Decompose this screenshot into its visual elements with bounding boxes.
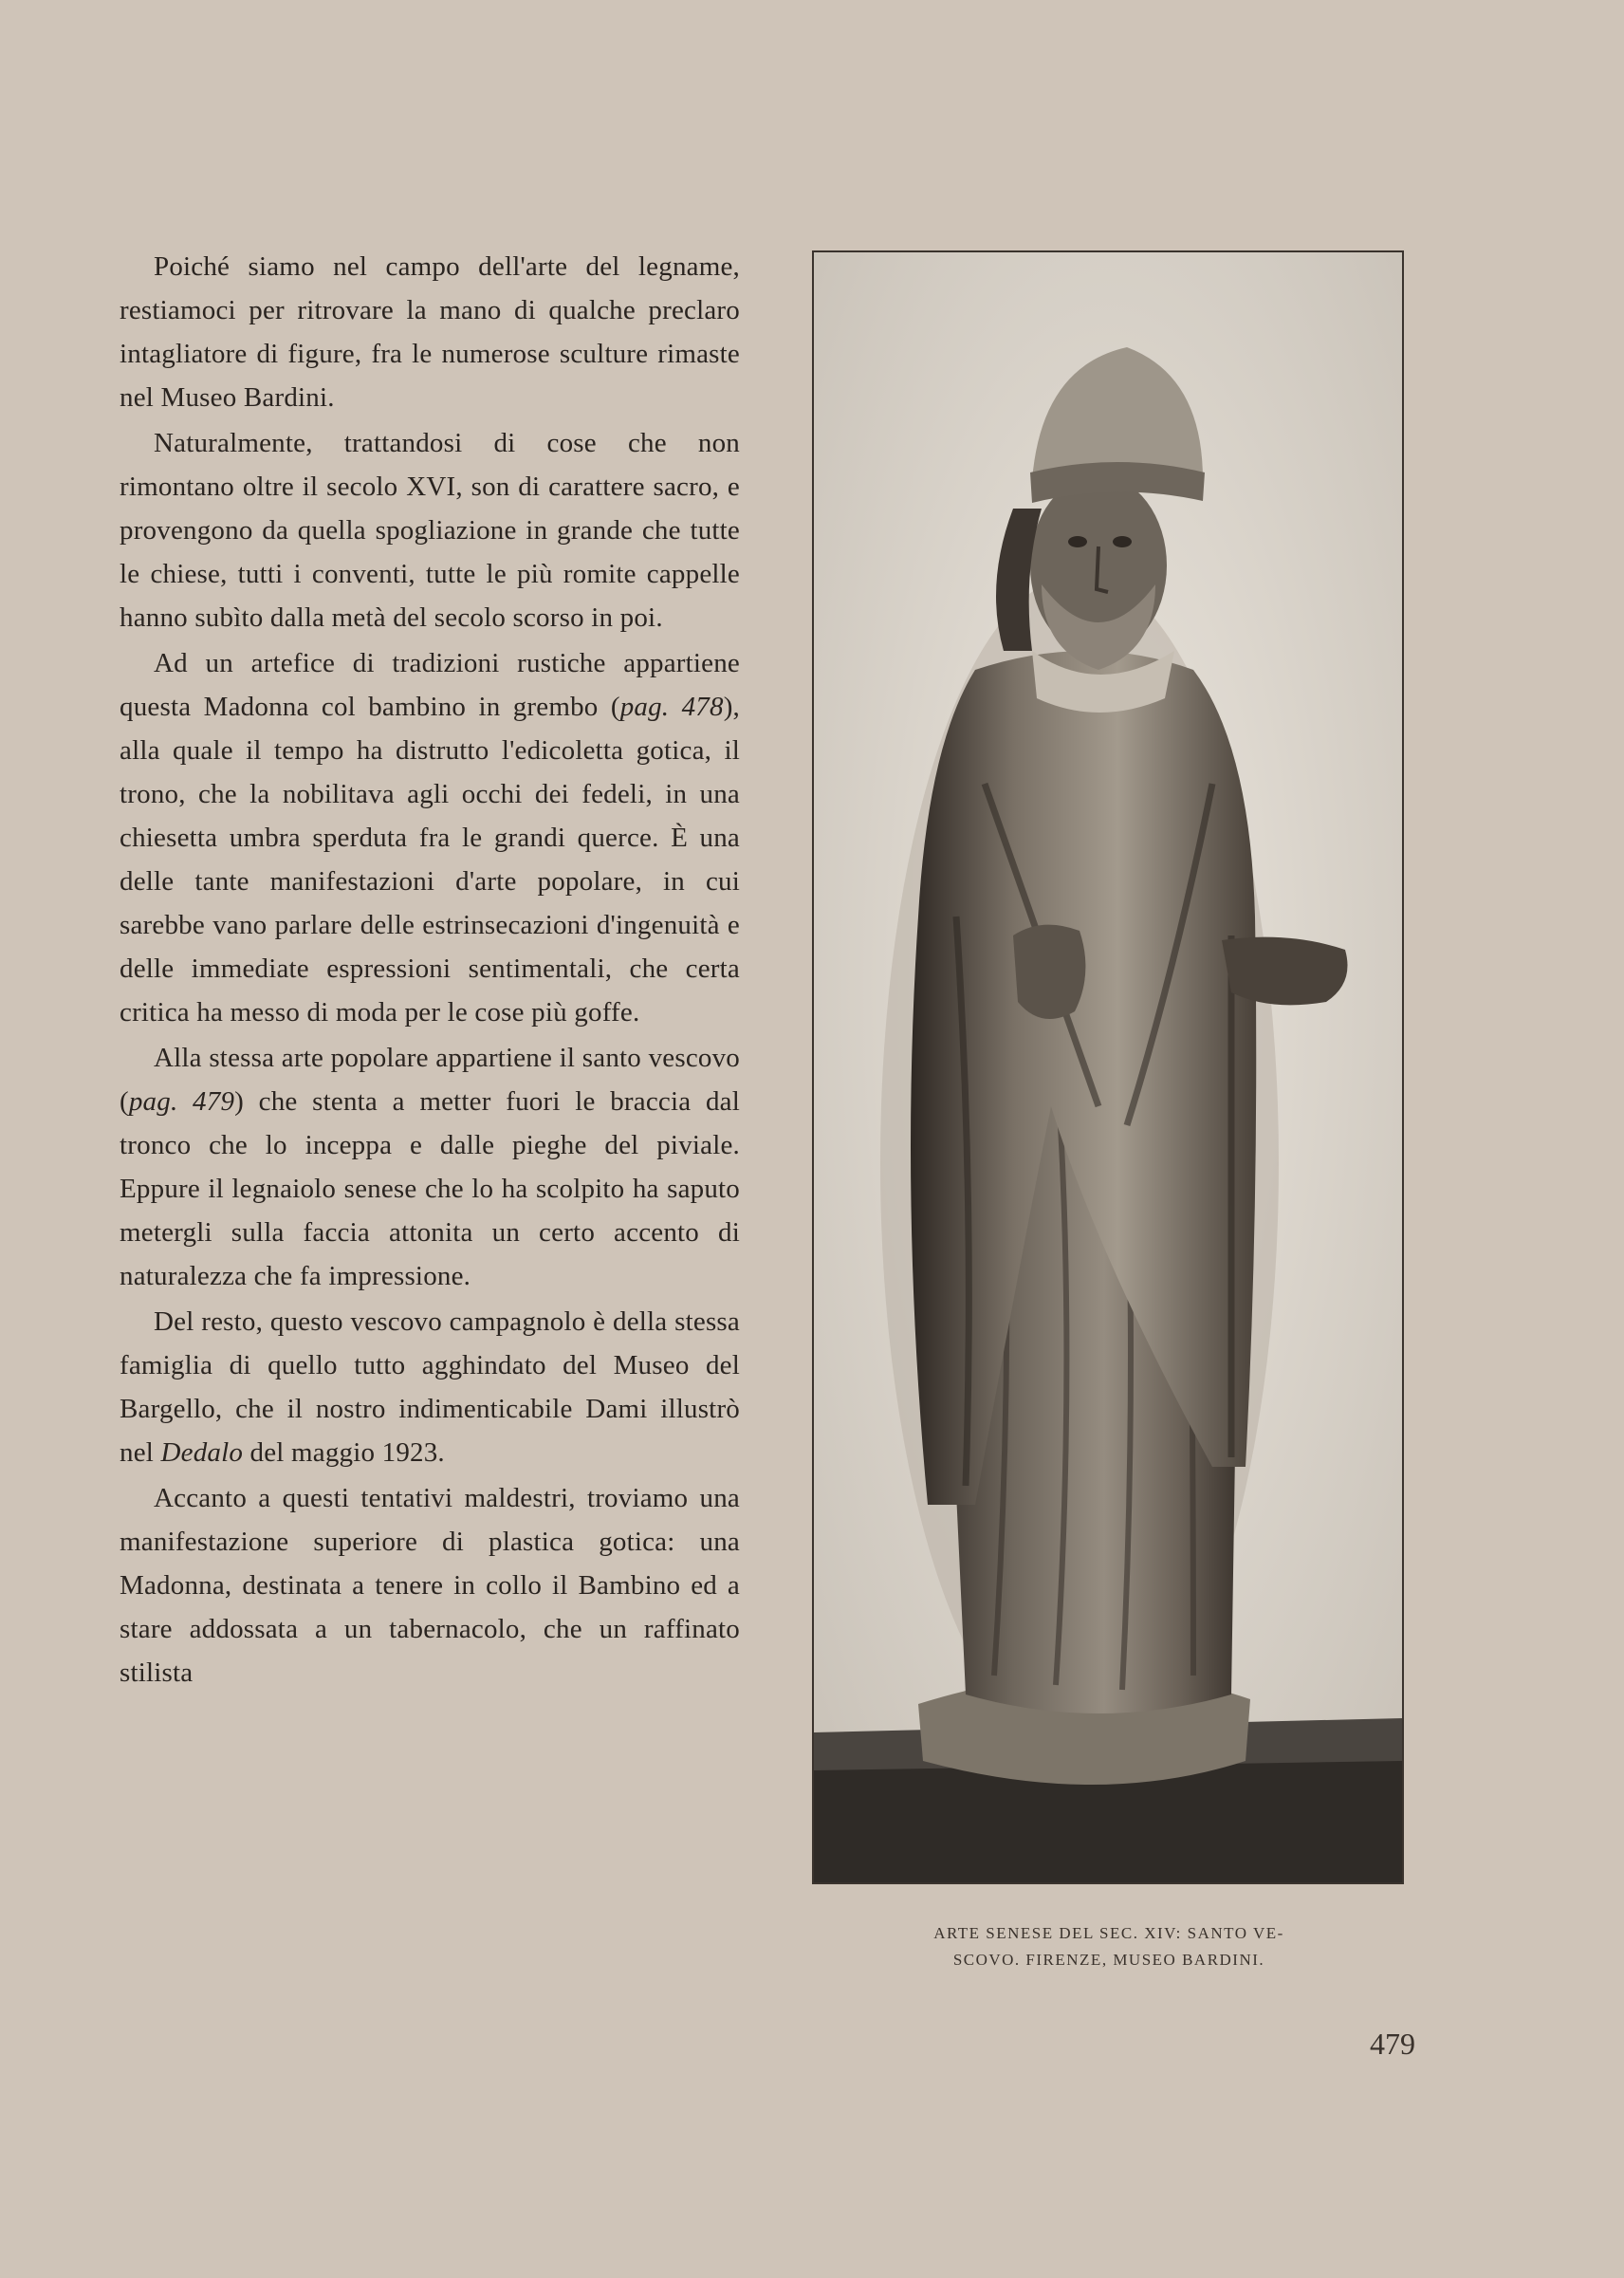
paragraph (120, 1036, 740, 1298)
paragraph (120, 421, 740, 639)
paragraph-text: del maggio 1923. (243, 1437, 445, 1468)
paragraph (120, 1300, 740, 1474)
paragraph-text: Accanto a questi tentativi maldestri, troviamo una manifestazione superiore di plastica gotica: una Madonna, destinata a tenere in collo il Bambino ed a stare addossata a un tabernacolo, che un raffinato stilista (120, 1483, 740, 1688)
paragraph (120, 245, 740, 419)
paragraph-text: Alla stessa arte popolare appartiene il santo vescovo ( (120, 1043, 740, 1117)
body-text-column (120, 245, 740, 1696)
paragraph-text: ) che stenta a metter fuori le braccia dal tronco che lo inceppa e dalle pieghe del piviale. Eppure il legnaiolo senese che lo ha scolpito ha saputo metergli sulla faccia attonita un certo accento di naturalezza che fa impressione. (120, 1086, 740, 1291)
bishop-statue-illustration (814, 252, 1402, 1882)
italic-reference: Dedalo (160, 1437, 244, 1468)
paragraph-text: Naturalmente, trattandosi di cose che non rimontano oltre il secolo XVI, son di carattere sacro, e provengono da quella spogliazione in grande che tutte le chiese, tutti i conventi, tutte le più romite cappelle hanno subìto dalla metà del secolo scorso in poi. (120, 428, 740, 633)
paragraph-text: Del resto, questo vescovo campagnolo è della stessa famiglia di quello tutto agghindato del Museo del Bargello, che il nostro indimenticabile Dami illustrò nel (120, 1306, 740, 1468)
photo-caption (835, 1920, 1383, 1973)
paragraph-text: Poiché siamo nel campo dell'arte del legname, restiamoci per ritrovare la mano di qualche preclaro intagliatore di figure, fra le numerose sculture rimaste nel Museo Bardini. (120, 251, 740, 413)
paragraph (120, 641, 740, 1034)
italic-reference: pag. 478 (619, 692, 724, 722)
paragraph-text: Ad un artefice di tradizioni rustiche appartiene questa Madonna col bambino in grembo ( (120, 648, 740, 722)
statue-photograph (812, 250, 1404, 1884)
italic-reference: pag. 479 (128, 1086, 235, 1117)
caption-line-2: SCOVO. FIRENZE, MUSEO BARDINI. (952, 1951, 1265, 1969)
paragraph-text: ), alla quale il tempo ha distrutto l'edicoletta gotica, il trono, che la nobilitava agli occhi dei fedeli, in una chiesetta umbra sperduta fra le grandi querce. È una delle tante manifestazioni d'arte popolare, in cui sarebbe vano parlare delle estrinsecazioni d'ingenuità e delle immediate espressioni sentimentali, che certa critica ha messo di moda per le cose più goffe. (120, 692, 740, 1028)
paragraph (120, 1476, 740, 1695)
caption-line-1: ARTE SENESE DEL SEC. XIV: SANTO VE- (933, 1924, 1284, 1942)
page-number: 479 (1370, 2027, 1415, 2061)
